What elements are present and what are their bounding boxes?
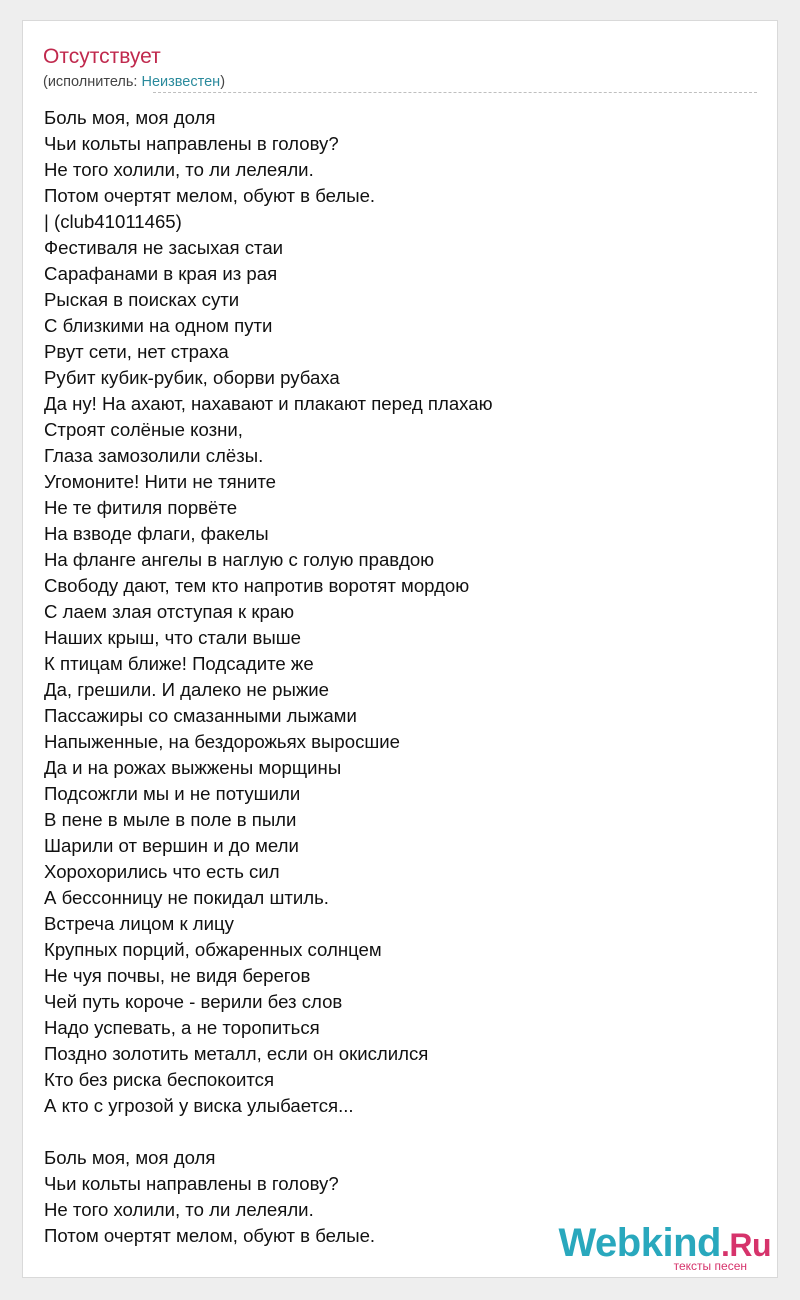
lyric-line: Наших крыш, что стали выше — [44, 627, 301, 648]
lyric-line: На фланге ангелы в наглую с голую правдою — [44, 549, 435, 570]
artist-prefix: (исполнитель: — [43, 74, 142, 90]
lyric-line: К птицам ближе! Подсадите же — [44, 653, 314, 674]
lyric-line: Потом очертят мелом, обуют в белые. — [44, 185, 376, 206]
lyric-line: Чьи кольты направлены в голову? — [44, 133, 339, 154]
lyric-line: Подсожгли мы и не потушили — [44, 783, 301, 804]
lyric-line: Чьи кольты направлены в голову? — [44, 1173, 339, 1194]
lyric-line: Не того холили, то ли лелеяли. — [44, 159, 314, 180]
artist-line — [43, 72, 225, 92]
lyric-line: Хорохорились что есть сил — [44, 861, 280, 882]
lyric-line: Крупных порций, обжаренных солнцем — [44, 939, 382, 960]
lyric-line: Угомоните! Нити не тяните — [44, 471, 276, 492]
logo-tagline: тексты песен — [673, 1259, 747, 1273]
lyric-line: Не чуя почвы, не видя берегов — [44, 965, 311, 986]
logo-web: Webkind — [558, 1221, 721, 1265]
lyric-line: Шарили от вершин и до мели — [44, 835, 299, 856]
lyric-line: Фестиваля не засыхая стаи — [44, 237, 284, 258]
lyric-line: Рыская в поисках сути — [44, 289, 240, 310]
lyric-line: Боль моя, моя доля — [44, 107, 216, 128]
lyric-line: Чей путь короче - верили без слов — [44, 991, 343, 1012]
lyric-line: С лаем злая отступая к краю — [44, 601, 295, 622]
lyric-line — [44, 1119, 493, 1145]
lyric-line: Поздно золотить металл, если он окислился — [44, 1043, 429, 1064]
lyric-line: Встреча лицом к лицу — [44, 913, 234, 934]
artist-suffix: ) — [220, 74, 226, 90]
lyric-line: Строят солёные козни, — [44, 419, 243, 440]
lyric-line: Боль моя, моя доля — [44, 1147, 216, 1168]
lyric-line: Не те фитиля порвёте — [44, 497, 238, 518]
lyric-line: В пене в мыле в поле в пыли — [44, 809, 297, 830]
lyric-line: Да и на рожах выжжены морщины — [44, 757, 342, 778]
lyrics-card — [22, 20, 778, 1278]
divider — [153, 92, 757, 93]
lyric-line: Рубит кубик-рубик, оборви рубаха — [44, 367, 340, 388]
lyric-line: Рвут сети, нет страха — [44, 341, 229, 362]
lyric-line: Свободу дают, тем кто напротив воротят мордою — [44, 575, 470, 596]
artist-link[interactable]: Неизвестен — [141, 74, 221, 90]
lyric-line: Да, грешили. И далеко не рыжие — [44, 679, 330, 700]
lyric-line: | (club41011465) — [44, 211, 182, 232]
lyric-line: На взводе флаги, факелы — [44, 523, 269, 544]
lyric-line: С близкими на одном пути — [44, 315, 273, 336]
lyric-line: А бессонницу не покидал штиль. — [44, 887, 329, 908]
lyric-line: Глаза замозолили слёзы. — [44, 445, 264, 466]
lyric-line: Да ну! На ахают, нахавают и плакают перед плахаю — [44, 393, 493, 414]
lyric-line: Надо успевать, а не торопиться — [44, 1017, 320, 1038]
lyric-line: Сарафанами в края из рая — [44, 263, 278, 284]
lyric-line: Потом очертят мелом, обуют в белые. — [44, 1225, 376, 1246]
lyrics-text — [44, 105, 493, 1249]
webkind-logo[interactable] — [559, 1223, 771, 1273]
logo-ru: .Ru — [720, 1227, 771, 1263]
lyric-line: Напыженные, на бездорожьях выросшие — [44, 731, 401, 752]
lyric-line: Кто без риска беспокоится — [44, 1069, 275, 1090]
lyric-line: А кто с угрозой у виска улыбается... — [44, 1095, 354, 1116]
lyric-line: Пассажиры со смазанными лыжами — [44, 705, 357, 726]
song-title: Отсутствует — [43, 45, 161, 68]
lyric-line: Не того холили, то ли лелеяли. — [44, 1199, 314, 1220]
